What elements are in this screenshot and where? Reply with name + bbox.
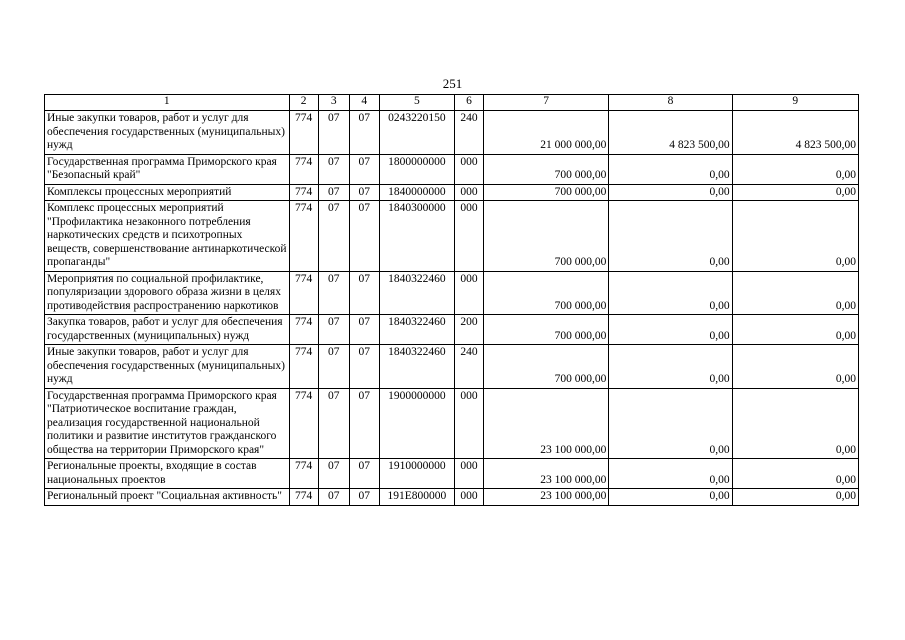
section-cell: 07 [318,271,349,315]
subsection-cell: 07 [349,345,379,389]
amount-col9-cell: 0,00 [732,489,858,506]
amount-col8-cell: 0,00 [609,489,732,506]
subsection-cell: 07 [349,154,379,184]
section-cell: 07 [318,201,349,272]
amount-col8-cell: 0,00 [609,459,732,489]
subsection-cell: 07 [349,459,379,489]
header-cell: 4 [349,95,379,111]
amount-col9-cell: 0,00 [732,388,858,459]
amount-col7-cell: 700 000,00 [484,201,609,272]
header-cell: 9 [732,95,858,111]
amount-col9-cell: 0,00 [732,459,858,489]
section-cell: 07 [318,315,349,345]
admin-code-cell: 774 [289,271,318,315]
admin-code-cell: 774 [289,388,318,459]
admin-code-cell: 774 [289,111,318,155]
table-row [45,111,859,155]
section-cell: 07 [318,388,349,459]
header-cell: 5 [379,95,454,111]
amount-col7-cell: 700 000,00 [484,345,609,389]
expense-type-cell: 000 [454,201,483,272]
header-cell: 2 [289,95,318,111]
line-item-name: Мероприятия по социальной профилактике, популяризации здорового образа жизни в целях противодействия распространению наркотиков [45,271,290,315]
target-article-cell: 1910000000 [379,459,454,489]
section-cell: 07 [318,111,349,155]
section-cell: 07 [318,459,349,489]
target-article-cell: 191E800000 [379,489,454,506]
admin-code-cell: 774 [289,315,318,345]
expense-type-cell: 200 [454,315,483,345]
header-row [45,95,859,111]
admin-code-cell: 774 [289,154,318,184]
admin-code-cell: 774 [289,459,318,489]
line-item-name: Государственная программа Приморского края "Патриотическое воспитание граждан, реализация государственной национальной политики и развитие институтов гражданского общества на территории Приморского края" [45,388,290,459]
budget-table [44,94,859,506]
amount-col9-cell: 0,00 [732,315,858,345]
target-article-cell: 1800000000 [379,154,454,184]
amount-col9-cell: 0,00 [732,345,858,389]
expense-type-cell: 000 [454,459,483,489]
amount-col9-cell: 0,00 [732,271,858,315]
table-row [45,489,859,506]
section-cell: 07 [318,154,349,184]
target-article-cell: 1840322460 [379,345,454,389]
table-row [45,184,859,201]
amount-col7-cell: 21 000 000,00 [484,111,609,155]
expense-type-cell: 000 [454,271,483,315]
amount-col7-cell: 23 100 000,00 [484,489,609,506]
subsection-cell: 07 [349,489,379,506]
amount-col8-cell: 0,00 [609,271,732,315]
admin-code-cell: 774 [289,489,318,506]
line-item-name: Региональные проекты, входящие в состав национальных проектов [45,459,290,489]
table-row [45,201,859,272]
line-item-name: Государственная программа Приморского края "Безопасный край" [45,154,290,184]
line-item-name: Закупка товаров, работ и услуг для обеспечения государственных (муниципальных) нужд [45,315,290,345]
header-cell: 6 [454,95,483,111]
subsection-cell: 07 [349,388,379,459]
amount-col9-cell: 0,00 [732,201,858,272]
section-cell: 07 [318,489,349,506]
amount-col7-cell: 700 000,00 [484,271,609,315]
expense-type-cell: 240 [454,111,483,155]
admin-code-cell: 774 [289,184,318,201]
amount-col8-cell: 0,00 [609,345,732,389]
amount-col8-cell: 0,00 [609,154,732,184]
target-article-cell: 0243220150 [379,111,454,155]
amount-col9-cell: 0,00 [732,154,858,184]
amount-col8-cell: 0,00 [609,388,732,459]
amount-col7-cell: 23 100 000,00 [484,388,609,459]
target-article-cell: 1840322460 [379,271,454,315]
table-row [45,388,859,459]
table-row [45,345,859,389]
table-row [45,315,859,345]
table-row [45,459,859,489]
target-article-cell: 1900000000 [379,388,454,459]
line-item-name: Комплексы процессных мероприятий [45,184,290,201]
subsection-cell: 07 [349,271,379,315]
target-article-cell: 1840300000 [379,201,454,272]
amount-col8-cell: 4 823 500,00 [609,111,732,155]
expense-type-cell: 000 [454,489,483,506]
subsection-cell: 07 [349,184,379,201]
admin-code-cell: 774 [289,201,318,272]
subsection-cell: 07 [349,111,379,155]
expense-type-cell: 000 [454,388,483,459]
page-number: 251 [442,76,463,91]
table-row [45,154,859,184]
table-row [45,271,859,315]
line-item-name: Иные закупки товаров, работ и услуг для обеспечения государственных (муниципальных) нужд [45,345,290,389]
amount-col8-cell: 0,00 [609,201,732,272]
amount-col8-cell: 0,00 [609,315,732,345]
expense-type-cell: 240 [454,345,483,389]
amount-col7-cell: 23 100 000,00 [484,459,609,489]
amount-col8-cell: 0,00 [609,184,732,201]
section-cell: 07 [318,345,349,389]
amount-col9-cell: 4 823 500,00 [732,111,858,155]
expense-type-cell: 000 [454,184,483,201]
section-cell: 07 [318,184,349,201]
amount-col7-cell: 700 000,00 [484,154,609,184]
admin-code-cell: 774 [289,345,318,389]
line-item-name: Комплекс процессных мероприятий "Профилактика незаконного потребления наркотических средств и психотропных веществ, совершенствование антинаркотической пропаганды" [45,201,290,272]
amount-col9-cell: 0,00 [732,184,858,201]
amount-col7-cell: 700 000,00 [484,315,609,345]
subsection-cell: 07 [349,201,379,272]
target-article-cell: 1840322460 [379,315,454,345]
header-cell: 8 [609,95,732,111]
header-cell: 1 [45,95,290,111]
line-item-name: Иные закупки товаров, работ и услуг для обеспечения государственных (муниципальных) нужд [45,111,290,155]
header-cell: 7 [484,95,609,111]
line-item-name: Региональный проект "Социальная активность" [45,489,290,506]
subsection-cell: 07 [349,315,379,345]
amount-col7-cell: 700 000,00 [484,184,609,201]
header-cell: 3 [318,95,349,111]
target-article-cell: 1840000000 [379,184,454,201]
expense-type-cell: 000 [454,154,483,184]
